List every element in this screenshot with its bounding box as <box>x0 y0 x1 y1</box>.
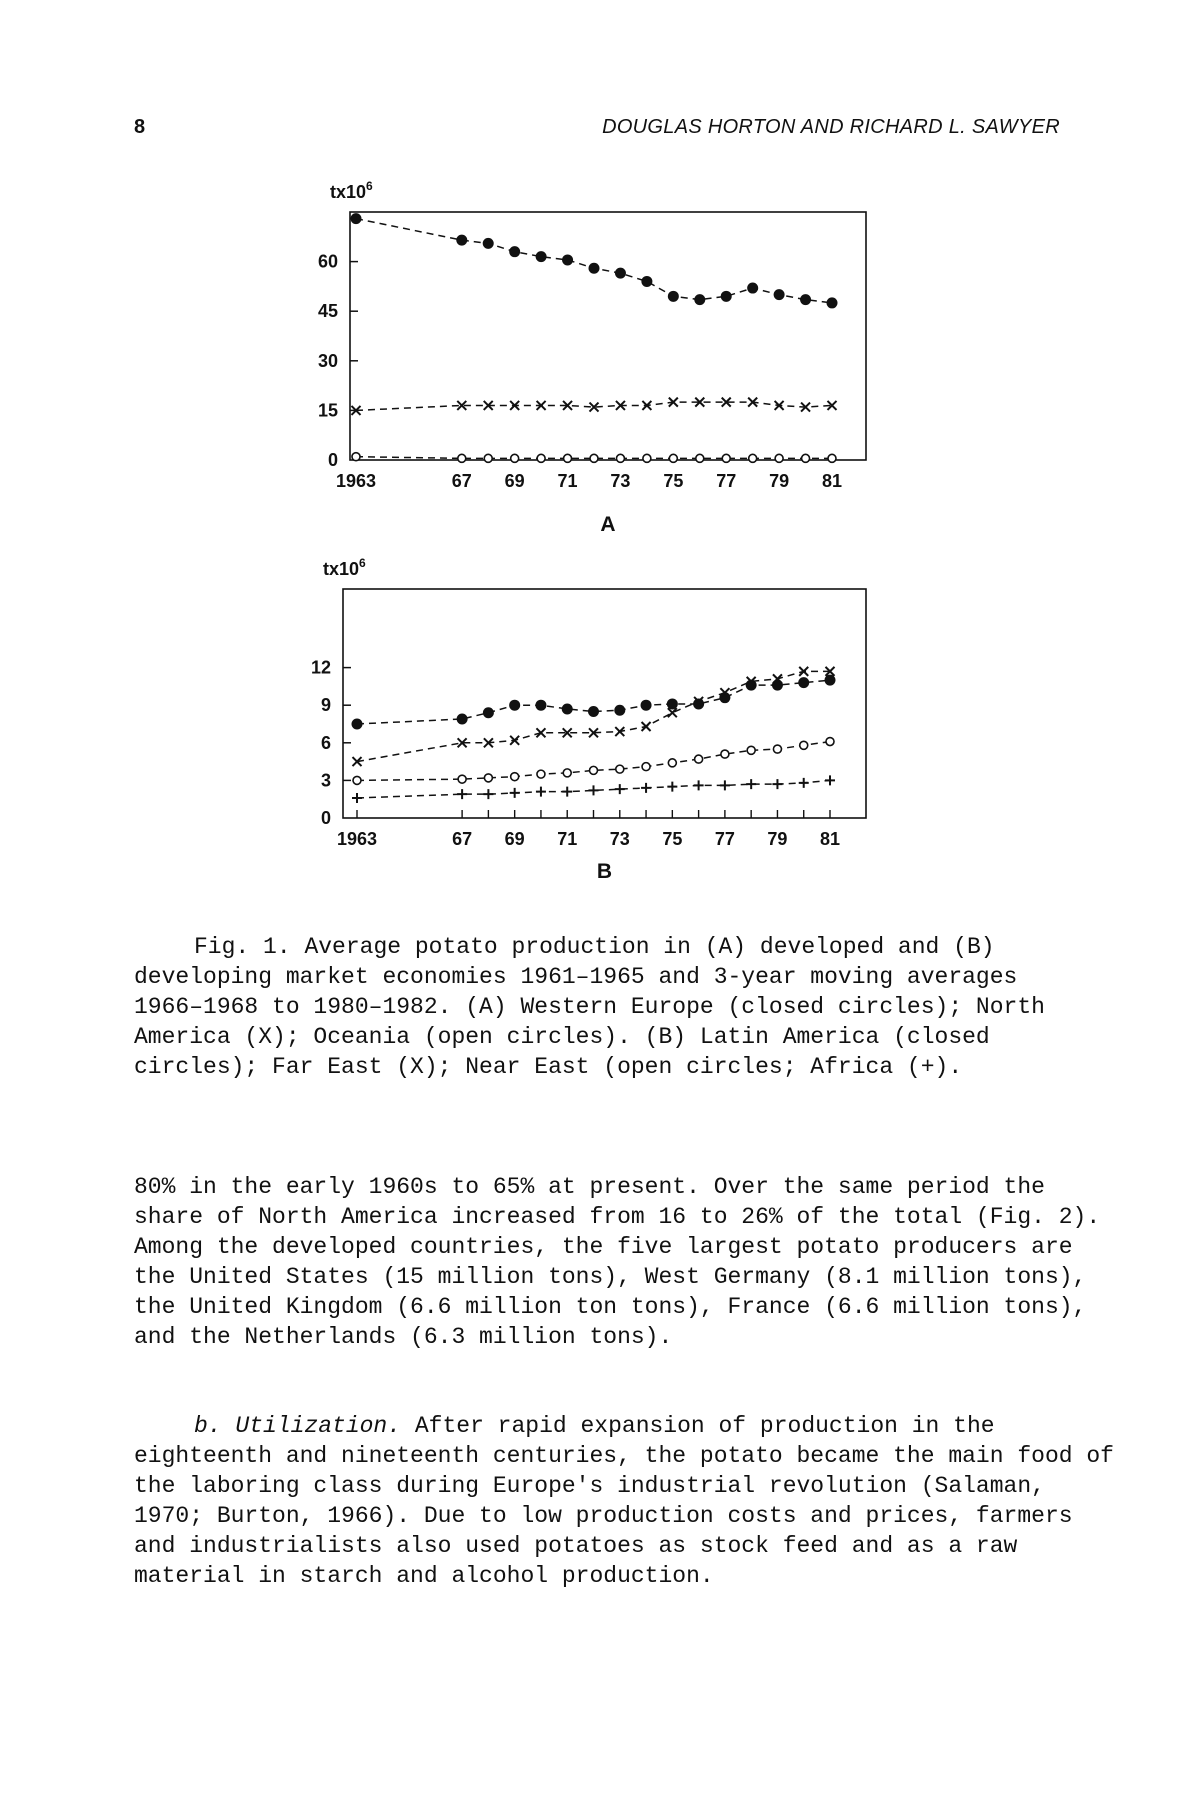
data-point <box>668 291 679 302</box>
series-open-circle <box>353 738 834 785</box>
data-point <box>616 454 624 462</box>
data-point <box>536 787 546 797</box>
data-point <box>483 238 494 249</box>
series-plus <box>352 775 835 803</box>
x-tick-label: 1963 <box>336 829 378 849</box>
y-tick-label: 6 <box>320 732 331 753</box>
data-point <box>800 294 811 305</box>
y-tick-label: 60 <box>317 251 338 272</box>
y-tick-label: 15 <box>317 400 338 421</box>
data-point <box>747 746 755 754</box>
data-point <box>590 454 598 462</box>
data-point <box>721 291 732 302</box>
data-point <box>800 741 808 749</box>
data-point <box>484 774 492 782</box>
page-number: 8 <box>134 116 146 138</box>
data-point <box>509 246 520 257</box>
data-point <box>351 213 362 224</box>
x-tick-label: 67 <box>451 471 472 491</box>
data-point <box>483 707 494 718</box>
data-point <box>456 235 467 246</box>
data-point <box>746 779 756 789</box>
y-tick-label: 0 <box>320 808 331 828</box>
caption-label: Fig. 1. <box>194 934 291 960</box>
data-point <box>802 454 810 462</box>
data-point <box>773 745 781 753</box>
y-tick-label: 45 <box>317 301 338 322</box>
data-point <box>669 454 677 462</box>
y-tick-label: 0 <box>327 450 338 470</box>
data-point <box>537 454 545 462</box>
paragraph-text: After rapid expansion of production in the eighteenth and nineteenth centuries, the potato became the main food of the laboring class during Europe's industrial revolution (Salaman, 1970; Burton, 1966). Due to low production costs and prices, farmers and industrialists also used potatoes as stock feed and as a raw material in starch and alcohol production. <box>134 1413 1114 1589</box>
data-point <box>799 778 809 788</box>
data-point <box>694 780 704 790</box>
data-point <box>749 454 757 462</box>
data-point <box>590 766 598 774</box>
data-point <box>588 706 599 717</box>
y-axis-label-exponent: 6 <box>366 179 373 193</box>
section-lead: b. Utilization. <box>194 1413 402 1439</box>
data-point <box>696 454 704 462</box>
data-point <box>535 700 546 711</box>
y-tick-label: 3 <box>320 770 331 791</box>
chart-a <box>0 170 1200 540</box>
data-point <box>641 783 651 793</box>
plot-frame <box>350 212 866 460</box>
data-point <box>352 719 363 730</box>
data-point <box>352 453 360 461</box>
data-point <box>774 289 785 300</box>
data-point <box>589 263 600 274</box>
data-point <box>510 788 520 798</box>
data-point <box>563 769 571 777</box>
data-point <box>564 454 572 462</box>
data-point <box>483 789 493 799</box>
series-closed-circle <box>351 213 838 308</box>
data-point <box>536 251 547 262</box>
data-point <box>536 728 545 737</box>
x-tick-label: 79 <box>769 471 790 491</box>
x-tick-label: 81 <box>819 829 841 849</box>
data-point <box>667 782 677 792</box>
plot-frame <box>343 589 866 818</box>
x-tick-label: 75 <box>663 471 684 491</box>
caption-text: Average potato production in (A) developed and (B) developing market economies 1961–1965 and 3-year moving averages 1966–1968 to 1980–1982. (A) Western Europe (closed circles); North America (X); Oceania (open circles). (B) Latin America (closed circles); Far East (X); Near East (open circles; Africa (+). <box>134 934 1045 1080</box>
data-point <box>722 454 730 462</box>
data-point <box>826 738 834 746</box>
data-point <box>668 708 677 717</box>
x-tick-label: 79 <box>767 829 788 849</box>
y-axis-label: $tx10^6$ <box>323 556 366 579</box>
paragraph-text: 80% in the early 1960s to 65% at present. Over the same period the share of North America increased from 16 to 26% of the total (Fig. 2). Among the developed countries, the five largest potato producers are the United States (15 million tons), West Germany (8.1 million tons), the United Kingdom (6.6 million ton tons), France (6.6 million tons), and the Netherlands (6.3 million tons). <box>134 1174 1101 1350</box>
data-point <box>616 765 624 773</box>
data-point <box>668 759 676 767</box>
x-tick-label: 69 <box>504 471 525 491</box>
data-point <box>537 770 545 778</box>
data-point <box>562 787 572 797</box>
data-point <box>457 789 467 799</box>
data-point <box>643 454 651 462</box>
x-tick-label: 67 <box>452 829 473 849</box>
data-point <box>772 779 782 789</box>
data-point <box>721 750 729 758</box>
data-point <box>775 454 783 462</box>
data-point <box>642 763 650 771</box>
data-point <box>695 755 703 763</box>
chart-a-svg <box>0 170 1200 540</box>
data-point <box>458 454 466 462</box>
data-point <box>799 667 808 676</box>
data-point <box>353 776 361 784</box>
data-point <box>772 680 783 691</box>
x-tick-label: 71 <box>557 829 578 849</box>
data-point <box>827 297 838 308</box>
figure-caption <box>134 932 1094 1082</box>
data-point <box>562 703 573 714</box>
data-point <box>457 713 468 724</box>
data-point <box>352 793 362 803</box>
panel-label: B <box>596 860 613 883</box>
data-point <box>615 268 626 279</box>
body-paragraph-1 <box>134 1172 1114 1352</box>
data-point <box>615 784 625 794</box>
series-x <box>352 398 837 415</box>
data-point <box>614 705 625 716</box>
data-point <box>458 775 466 783</box>
body-paragraph-2 <box>134 1411 1114 1591</box>
y-axis-label-exponent: 6 <box>359 556 366 570</box>
data-point <box>509 700 520 711</box>
panel-label: A <box>600 513 616 536</box>
series-line <box>356 219 832 303</box>
data-point <box>720 780 730 790</box>
data-point <box>825 775 835 785</box>
x-tick-label: 73 <box>610 471 631 491</box>
data-point <box>828 454 836 462</box>
series-line <box>357 680 830 724</box>
x-tick-label: 1963 <box>335 471 377 491</box>
series-closed-circle <box>352 675 836 730</box>
data-point <box>511 454 519 462</box>
x-tick-label: 81 <box>821 471 843 491</box>
y-axis-label: $tx10^6$ <box>330 179 373 202</box>
data-point <box>562 254 573 265</box>
data-point <box>484 454 492 462</box>
data-point <box>589 785 599 795</box>
running-head: DOUGLAS HORTON AND RICHARD L. SAWYER <box>602 116 1060 138</box>
x-tick-label: 77 <box>716 471 737 491</box>
x-tick-label: 71 <box>557 471 578 491</box>
x-tick-label: 69 <box>504 829 525 849</box>
data-point <box>747 283 758 294</box>
chart-b-svg <box>0 530 1200 900</box>
data-point <box>798 677 809 688</box>
y-tick-label: 30 <box>317 350 338 371</box>
data-point <box>511 773 519 781</box>
x-tick-label: 75 <box>662 829 683 849</box>
x-tick-label: 73 <box>609 829 630 849</box>
data-point <box>641 276 652 287</box>
series-open-circle <box>352 453 836 463</box>
y-tick-label: 12 <box>310 657 331 678</box>
y-tick-label: 9 <box>320 695 331 716</box>
data-point <box>694 294 705 305</box>
chart-b <box>0 530 1200 900</box>
x-tick-label: 77 <box>714 829 735 849</box>
data-point <box>641 700 652 711</box>
